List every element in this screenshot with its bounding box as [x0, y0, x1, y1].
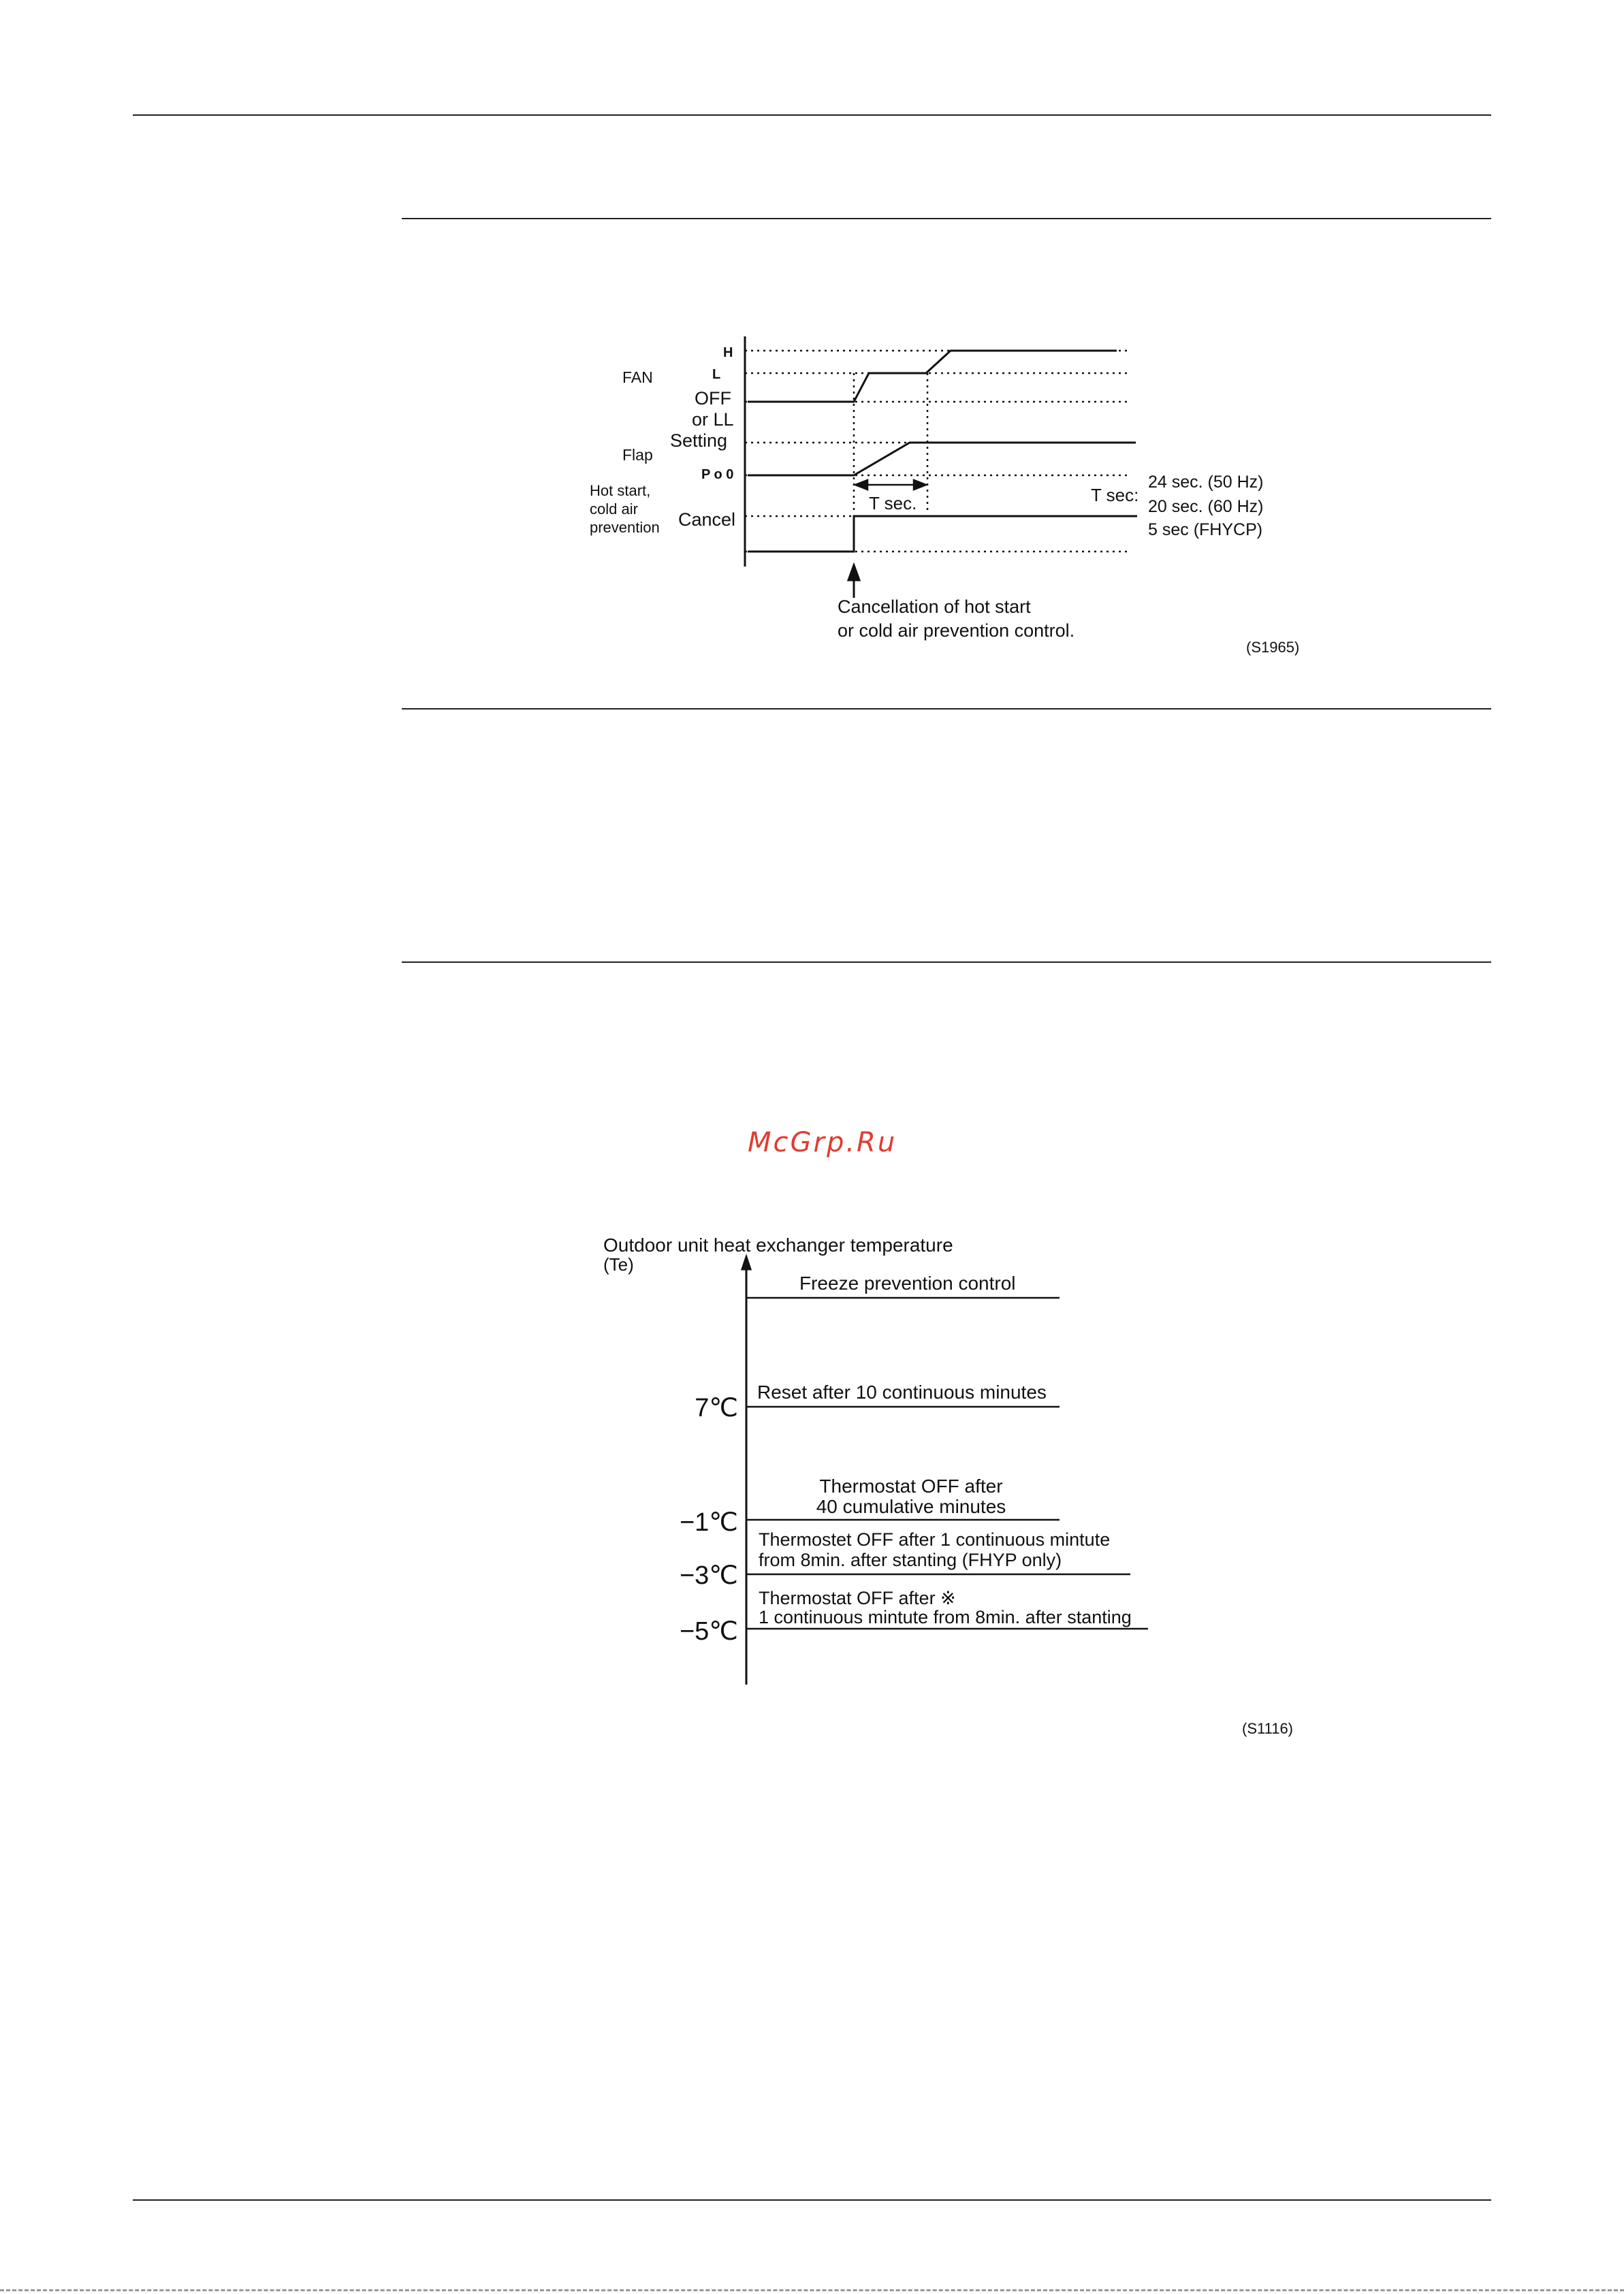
label-cancel: Cancel [678, 509, 736, 530]
label-l: L [712, 367, 721, 382]
cancellation-note-1: Cancellation of hot start [838, 596, 1031, 617]
temp-7c: 7℃ [695, 1394, 738, 1422]
cancellation-note-2: or cold air prevention control. [838, 620, 1075, 641]
section-rule-3 [402, 961, 1491, 963]
t-sec-value-60hz: 20 sec. (60 Hz) [1148, 497, 1264, 516]
thermostet-fhyp-line2: from 8min. after stanting (FHYP only) [759, 1550, 1062, 1570]
axis-label-2: (Te) [603, 1254, 634, 1275]
temperature-axis [742, 1257, 750, 1685]
axis-label-1: Outdoor unit heat exchanger temperature [603, 1234, 953, 1256]
footer-rule [133, 2199, 1491, 2201]
t-sec-arrow [855, 480, 926, 490]
label-hot-start-1: Hot start, [590, 482, 651, 499]
reset-note: Reset after 10 continuous minutes [757, 1382, 1047, 1403]
label-hot-start-3: prevention [590, 519, 660, 536]
label-h: H [723, 345, 733, 360]
thermostet-fhyp-line1: Thermostet OFF after 1 continuous mintute [759, 1529, 1111, 1550]
watermark: McGrp.Ru [748, 1127, 897, 1158]
thermostat-40-line1: Thermostat OFF after [819, 1476, 1003, 1497]
freeze-prevention-label: Freeze prevention control [799, 1273, 1016, 1294]
flap-signal [748, 443, 1136, 475]
scan-edge-dashes [0, 2289, 1624, 2291]
thermostat-kome-line1: Thermostat OFF after ※ [759, 1588, 956, 1608]
fan-timing-diagram [572, 327, 1348, 667]
label-hot-start-2: cold air [590, 500, 638, 517]
cancellation-arrow [848, 565, 859, 598]
freeze-prevention-diagram [586, 1226, 1348, 1750]
label-setting: Setting [670, 430, 728, 451]
temp-minus-5c: −5℃ [679, 1617, 738, 1646]
label-po: P o 0 [701, 467, 734, 482]
label-fan: FAN [622, 368, 653, 386]
label-t-sec: T sec: [1091, 485, 1139, 505]
section-rule-2 [402, 708, 1491, 710]
temp-minus-1c: −1℃ [679, 1508, 738, 1537]
temp-minus-3c: −3℃ [679, 1561, 738, 1590]
figure-code-s1965: (S1965) [1246, 639, 1300, 656]
t-sec-value-fhycp: 5 sec (FHYCP) [1148, 520, 1263, 539]
cancel-signal [748, 516, 1137, 552]
thermostat-40-line2: 40 cumulative minutes [816, 1496, 1006, 1517]
label-off: OFF [695, 388, 731, 409]
label-or-ll: or LL [692, 409, 734, 430]
t-sec-value-50hz: 24 sec. (50 Hz) [1148, 473, 1264, 492]
label-t-sec-interval: T sec. [869, 493, 917, 513]
section-rule-1 [402, 218, 1491, 219]
fan-signal [748, 351, 1117, 402]
threshold-lines [746, 1298, 1148, 1629]
figure-code-s1116: (S1116) [1242, 1720, 1294, 1737]
reference-dotted-lines [745, 351, 1130, 552]
thermostat-kome-line2: 1 continuous mintute from 8min. after stanting [759, 1607, 1132, 1627]
label-flap: Flap [622, 446, 653, 464]
header-rule [133, 114, 1491, 116]
